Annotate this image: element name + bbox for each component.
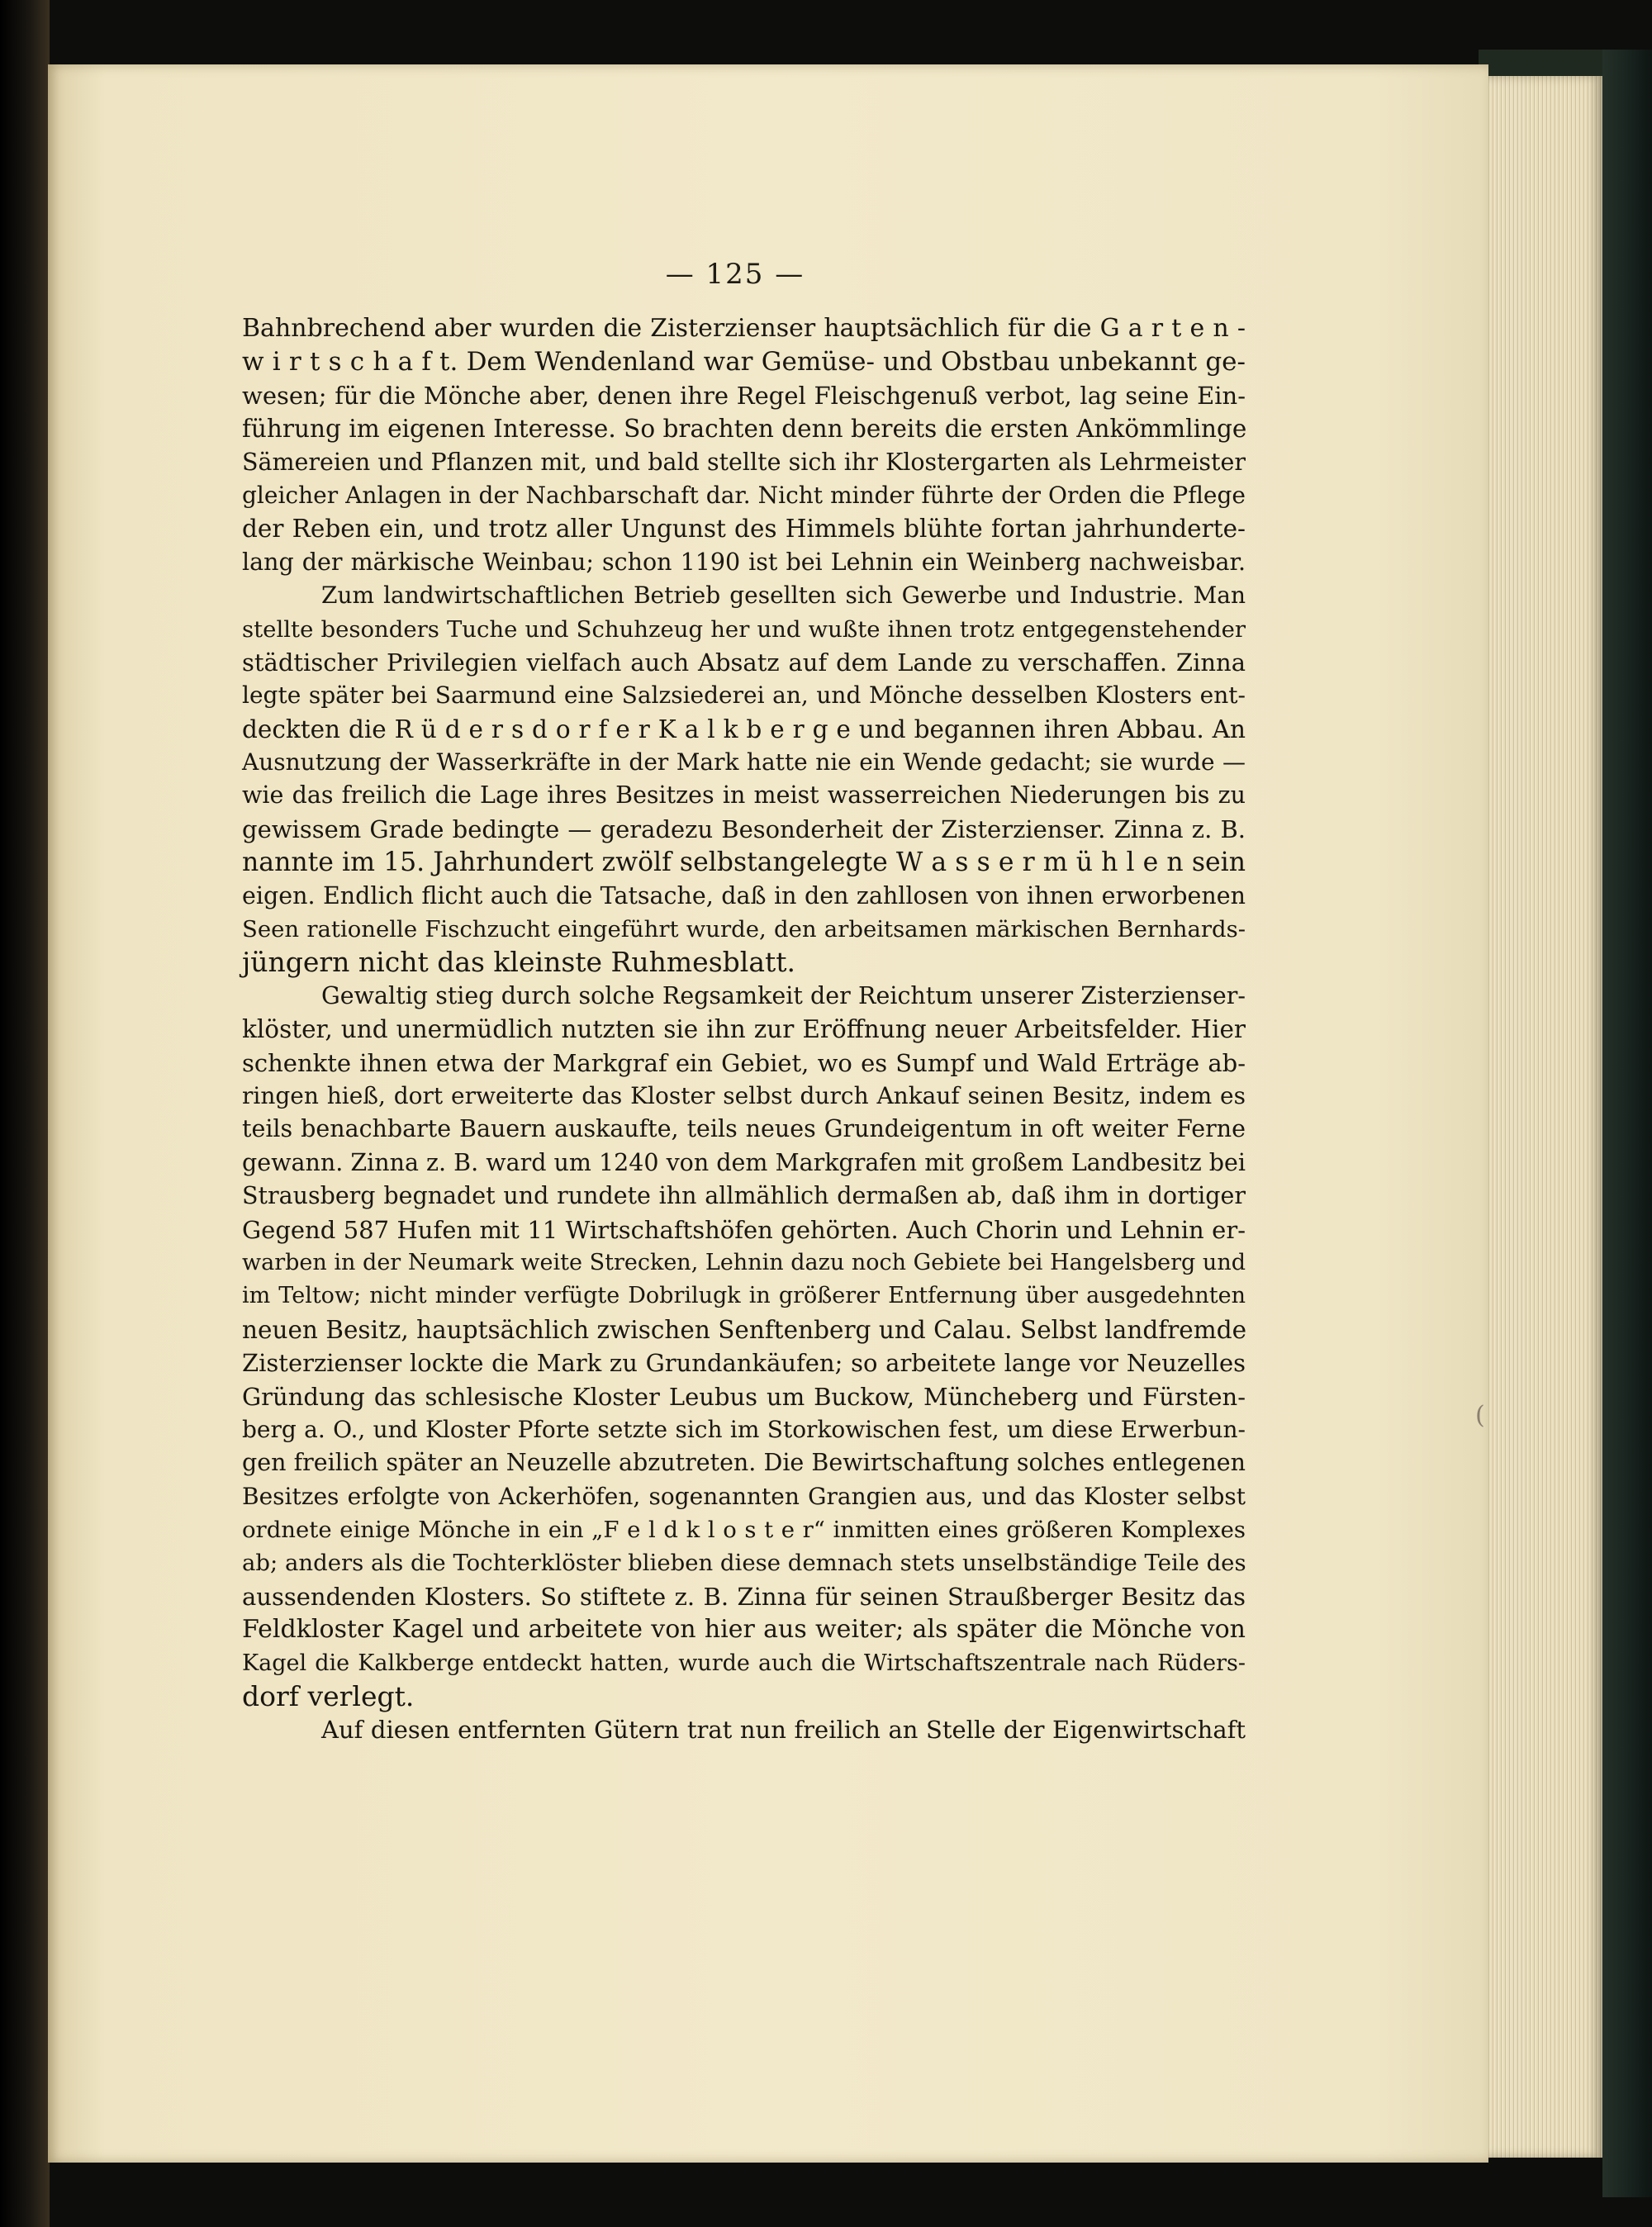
text-line: Ausnutzung der Wasserkräfte in der Mark hatte nie ein Wende gedacht; sie wurde — (242, 748, 1246, 776)
text-line: Kagel die Kalkberge entdeckt hatten, wurde auch die Wirtschaftszentrale nach Rüders- (242, 1650, 1246, 1676)
text-line: gewann. Zinna z. B. ward um 1240 von dem Markgrafen mit großem Landbesitz bei (242, 1148, 1246, 1176)
text-line: Gewaltig stieg durch solche Regsamkeit der Reichtum unserer Zisterzienser- (321, 981, 1246, 1009)
book-cover-right (1602, 50, 1652, 2197)
text-line: Bahnbrechend aber wurden die Zisterzienser hauptsächlich für die G a r t e n - (242, 314, 1246, 343)
text-line: schenkte ihnen etwa der Markgraf ein Gebiet, wo es Sumpf und Wald Erträge ab- (242, 1048, 1246, 1077)
text-line: teils benachbarte Bauern auskaufte, teils neues Grundeigentum in oft weiter Ferne (242, 1115, 1246, 1143)
text-line: Feldkloster Kagel und arbeitete von hier aus weiter; als später die Mönche von (242, 1615, 1246, 1645)
text-line: Zisterzienser lockte die Mark zu Grundankäufen; so arbeitete lange vor Neuzelles (242, 1349, 1246, 1378)
text-line: nannte im 15. Jahrhundert zwölf selbstangelegte W a s s e r m ü h l e n sein (242, 848, 1246, 878)
text-line: Gründung das schlesische Kloster Leubus um Buckow, Müncheberg und Fürsten- (242, 1382, 1246, 1411)
text-line: wie das freilich die Lage ihres Besitzes in meist wasserreichen Niederungen bis zu (242, 781, 1246, 810)
text-line: w i r t s c h a f t. Dem Wendenland war Gemüse- und Obstbau unbekannt ge- (242, 347, 1246, 377)
text-line: städtischer Privilegien vielfach auch Absatz auf dem Lande zu verschaffen. Zinna (242, 648, 1246, 677)
text-line: wesen; für die Mönche aber, denen ihre Regel Fleischgenuß verbot, lag seine Ein- (242, 381, 1246, 410)
text-line: neuen Besitz, hauptsächlich zwischen Senftenberg und Calau. Selbst landfremde (242, 1315, 1247, 1344)
book-cover-top (1479, 50, 1611, 78)
text-line: gewissem Grade bedingte — geradezu Besonderheit der Zisterzienser. Zinna z. B. (242, 814, 1246, 843)
text-line: gen freilich später an Neuzelle abzutreten. Die Bewirtschaftung solches entlegenen (242, 1449, 1246, 1477)
page-number: — 125 — (665, 258, 805, 291)
text-line: ordnete einige Mönche in ein „F e l d k l o s t e r“ inmitten eines größeren Komplexes (242, 1517, 1246, 1544)
page-edges (1487, 76, 1602, 2158)
book-spine-left (0, 0, 50, 2227)
text-line: Auf diesen entfernten Gütern trat nun freilich an Stelle der Eigenwirtschaft (321, 1716, 1246, 1745)
text-line: ab; anders als die Tochterklöster blieben diese demnach stets unselbständige Teile des (242, 1550, 1246, 1577)
text-line: dorf verlegt. (242, 1680, 415, 1713)
text-line: Zum landwirtschaftlichen Betrieb gesellten sich Gewerbe und Industrie. Man (321, 582, 1246, 610)
text-line: Sämereien und Pflanzen mit, und bald stellte sich ihr Klostergarten als Lehrmeister (242, 448, 1246, 476)
text-line: berg a. O., und Kloster Pforte setzte sich im Storkowischen fest, um diese Erwerbun- (242, 1415, 1246, 1443)
text-line: führung im eigenen Interesse. So brachten denn bereits die ersten Ankömmlinge (242, 415, 1247, 444)
text-line: Strausberg begnadet und rundete ihn allmählich dermaßen ab, daß ihm in dortiger (242, 1182, 1246, 1210)
text-line: lang der märkische Weinbau; schon 1190 ist bei Lehnin ein Weinberg nachweisbar. (242, 548, 1246, 576)
text-line: ringen hieß, dort erweiterte das Kloster selbst durch Ankauf seinen Besitz, indem es (242, 1081, 1246, 1109)
text-line: stellte besonders Tuche und Schuhzeug her und wußte ihnen trotz entgegenstehender (242, 615, 1246, 643)
text-line: im Teltow; nicht minder verfügte Dobrilugk in größerer Entfernung über ausgedehnten (242, 1283, 1246, 1309)
text-line: warben in der Neumark weite Strecken, Lehnin dazu noch Gebiete bei Hangelsberg und (242, 1249, 1246, 1275)
text-line: klöster, und unermüdlich nutzten sie ihn zur Eröffnung neuer Arbeitsfelder. Hier (242, 1015, 1246, 1044)
text-line: eigen. Endlich flicht auch die Tatsache, daß in den zahllosen von ihnen erworbenen (242, 881, 1246, 909)
text-line: legte später bei Saarmund eine Salzsiederei an, und Mönche desselben Klosters ent- (242, 681, 1246, 710)
margin-mark: ( (1475, 1401, 1485, 1430)
text-line: Gegend 587 Hufen mit 11 Wirtschaftshöfen gehörten. Auch Chorin und Lehnin er- (242, 1215, 1246, 1244)
text-line: gleicher Anlagen in der Nachbarschaft dar. Nicht minder führte der Orden die Pflege (242, 481, 1246, 509)
text-line: Seen rationelle Fischzucht eingeführt wurde, den arbeitsamen märkischen Bernhards- (242, 916, 1246, 943)
text-line: deckten die R ü d e r s d o r f e r K a l k b e r g e und begannen ihren Abbau. An (242, 715, 1246, 743)
body-text (242, 312, 1246, 1747)
text-line: der Reben ein, und trotz aller Ungunst des Himmels blühte fortan jahrhunderte- (242, 515, 1246, 544)
text-line: jüngern nicht das kleinste Ruhmesblatt. (242, 946, 796, 979)
text-line: Besitzes erfolgte von Ackerhöfen, sogenannten Grangien aus, und das Kloster selbst (242, 1482, 1246, 1510)
text-line: aussendenden Klosters. So stiftete z. B. Zinna für seinen Straußberger Besitz das (242, 1582, 1246, 1611)
